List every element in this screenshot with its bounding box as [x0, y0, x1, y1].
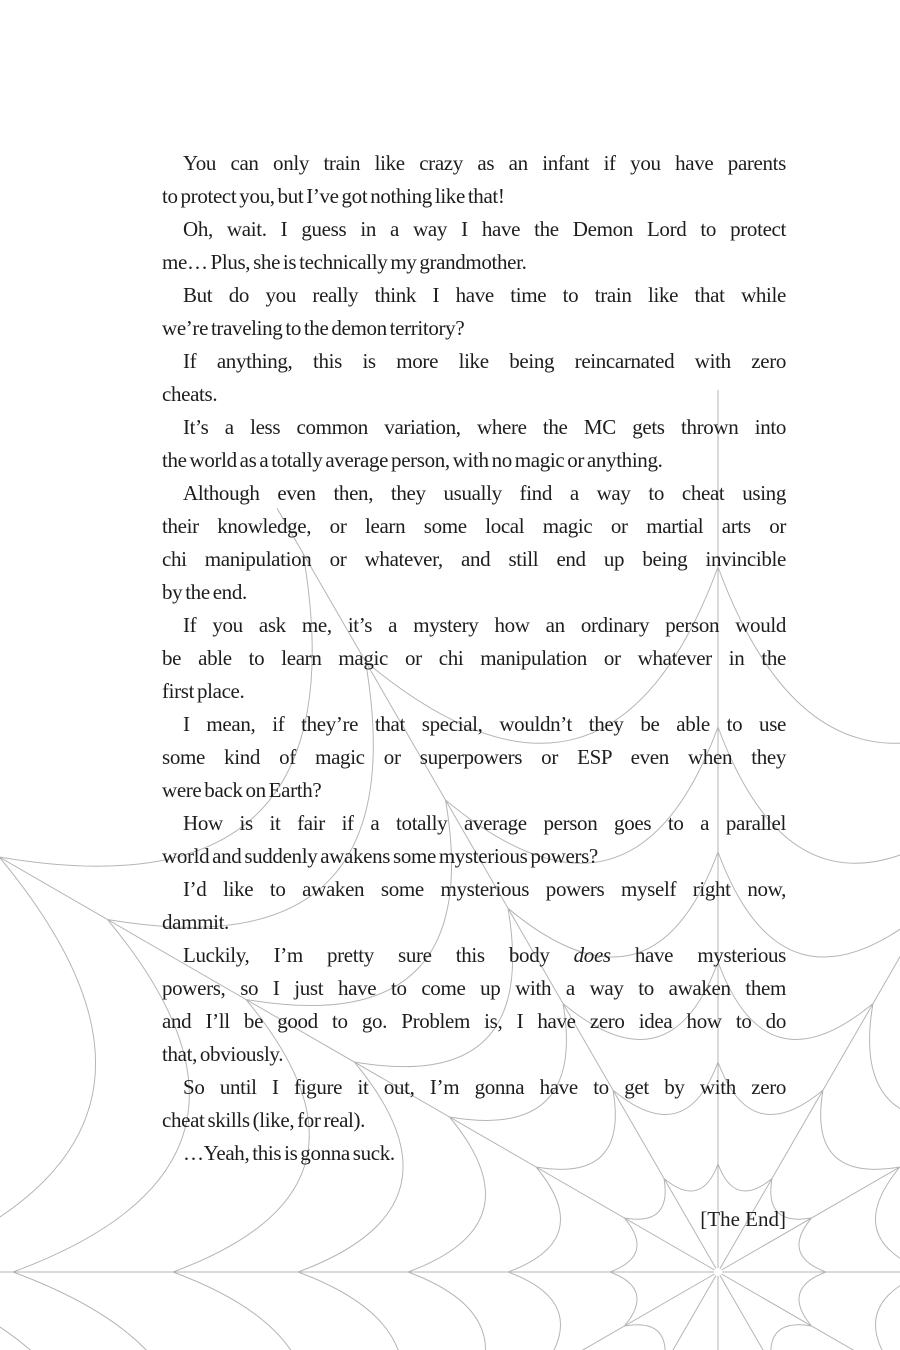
text-segment: cheat skills (like, for real).	[162, 1108, 366, 1132]
text-line	[162, 873, 786, 906]
text-line	[162, 444, 786, 477]
text-line	[162, 840, 786, 873]
text-line	[162, 1005, 786, 1038]
text-segment: that, obviously.	[162, 1042, 284, 1066]
text-segment: cheats.	[162, 382, 218, 406]
text-segment: Oh, wait. I guess in a way I have the Demon Lord to protect	[183, 217, 786, 241]
text-line	[162, 246, 786, 279]
text-line	[162, 147, 786, 180]
text-line	[162, 345, 786, 378]
text-segment: But do you really think I have time to train like that while	[183, 283, 786, 307]
text-line	[162, 1137, 786, 1170]
text-segment: me… Plus, she is technically my grandmother.	[162, 250, 527, 274]
text-line	[162, 774, 786, 807]
italic-text: does	[573, 943, 611, 967]
text-segment: the world as a totally average person, with no magic or anything.	[162, 448, 663, 472]
text-line	[162, 972, 786, 1005]
text-segment: It’s a less common variation, where the MC gets thrown into	[183, 415, 786, 439]
text-segment: If anything, this is more like being reincarnated with zero	[183, 349, 786, 373]
end-mark: [The End]	[700, 1207, 786, 1231]
text-line	[162, 378, 786, 411]
text-segment: world and suddenly awakens some mysterious powers?	[162, 844, 598, 868]
text-segment: and I’ll be good to go. Problem is, I have zero idea how to do	[162, 1009, 786, 1033]
text-line	[162, 741, 786, 774]
page-text	[162, 147, 786, 1236]
text-line	[162, 477, 786, 510]
text-line	[162, 510, 786, 543]
text-line	[162, 312, 786, 345]
text-line	[162, 609, 786, 642]
text-line	[162, 642, 786, 675]
text-segment: we’re traveling to the demon territory?	[162, 316, 465, 340]
text-segment: If you ask me, it’s a mystery how an ordinary person would	[183, 613, 786, 637]
text-line	[162, 213, 786, 246]
text-line	[162, 1104, 786, 1137]
text-segment: …Yeah, this is gonna suck.	[183, 1141, 395, 1165]
text-segment: You can only train like crazy as an infant if you have parents	[183, 151, 786, 175]
text-segment: I’d like to awaken some mysterious powers myself right now,	[183, 877, 786, 901]
text-segment: dammit.	[162, 910, 229, 934]
text-line	[162, 675, 786, 708]
text-segment: be able to learn magic or chi manipulation or whatever in the	[162, 646, 786, 670]
text-segment: were back on Earth?	[162, 778, 322, 802]
text-line	[162, 1071, 786, 1104]
text-segment: to protect you, but I’ve got nothing like that!	[162, 184, 505, 208]
paragraph-lines	[162, 147, 786, 1170]
text-line	[162, 939, 786, 972]
text-segment: powers, so I just have to come up with a way to awaken them	[162, 976, 786, 1000]
text-line	[162, 807, 786, 840]
text-line	[162, 279, 786, 312]
text-segment: have mysterious	[610, 943, 786, 967]
text-line	[162, 411, 786, 444]
text-line	[162, 576, 786, 609]
text-line	[162, 180, 786, 213]
text-segment: their knowledge, or learn some local magic or martial arts or	[162, 514, 786, 538]
text-segment: How is it fair if a totally average person goes to a parallel	[183, 811, 786, 835]
text-segment: first place.	[162, 679, 245, 703]
text-line	[162, 708, 786, 741]
text-segment: some kind of magic or superpowers or ESP even when they	[162, 745, 786, 769]
text-line	[162, 1038, 786, 1071]
text-line	[162, 543, 786, 576]
text-segment: I mean, if they’re that special, wouldn’t they be able to use	[183, 712, 786, 736]
text-segment: Although even then, they usually find a way to cheat using	[183, 481, 786, 505]
text-segment: Luckily, I’m pretty sure this body	[183, 943, 574, 967]
text-segment: by the end.	[162, 580, 247, 604]
text-segment: chi manipulation or whatever, and still end up being invincible	[162, 547, 786, 571]
text-line	[162, 906, 786, 939]
text-segment: So until I figure it out, I’m gonna have to get by with zero	[183, 1075, 786, 1099]
